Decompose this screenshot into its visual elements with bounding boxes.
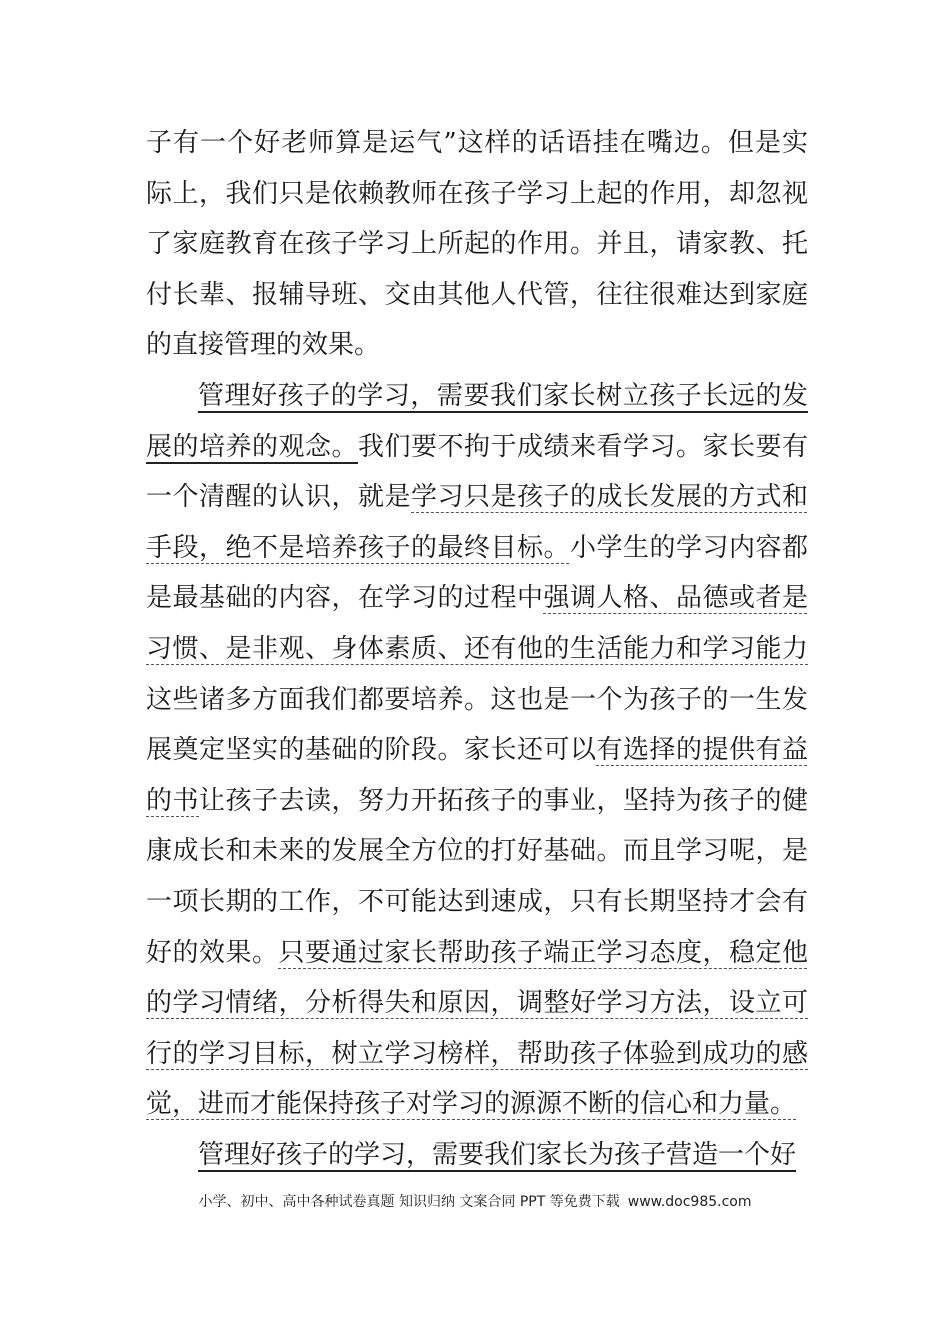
underlined-segment: 只要通过家长帮助孩子端正学习态度，稳定他的学习情绪，分析得失和原因，调整好学习方法，设立可行的学习目标，树立学习榜样，帮助孩子体验到成功的感觉，进而才能保持孩子对学习的源源不断的信心和力量。 [146,937,808,1120]
text-segment: 子有一个好老师算是运气”这样的话语挂在嘴边。但是实际上，我们只是依赖教师在孩子学习上起的作用，却忽视了家庭教育在孩子学习上所起的作用。并且，请家教、托付长辈、报辅导班、交由其他人代管，往往很难达到家庭的直接管理的效果。 [146,128,808,361]
paragraph [146,1130,808,1181]
text-segment: 小学生的学习内容都是最基础的内容，在学习的过程中 [146,532,808,614]
footer-url: www.doc985.com [627,1194,752,1210]
text-segment: 我们要不拘于成绩来看学习。家长要有一个清醒的认识，就是 [146,431,808,513]
text-segment: 让孩子去读，努力开拓孩子的事业，坚持为孩子的健康成长和未来的发展全方位的打好基础。而且学习呢，是一项长期的工作，不可能达到速成，只有长期坚持才会有好的效果。 [146,785,808,968]
paragraph [146,118,808,371]
text-segment: 这些诸多方面我们都要培养。这也是一个为孩子的一生发展奠定坚实的基础的阶段。家长还可以 [146,684,808,766]
document-body [146,118,808,1180]
paragraph [146,371,808,1130]
underlined-segment: 强调人格、品德或者是习惯、是非观、身体素质、还有他的生活能力和学习能力 [146,583,808,664]
footer-text: 小学、初中、高中各种试卷真题 知识归纳 文案合同 PPT 等免费下载 [198,1194,620,1210]
underlined-segment: 学习只是孩子的成长发展的方式和手段，绝不是培养孩子的最终目标。 [146,482,808,563]
page-footer [0,1191,950,1211]
underlined-segment: 管理好孩子的学习，需要我们家长为孩子营造一个好 [198,1139,797,1170]
underlined-segment: 管理好孩子的学习，需要我们家长树立孩子长远的发展的培养的观念。 [146,380,808,462]
underlined-segment: 有选择的提供有益的书 [146,735,808,816]
